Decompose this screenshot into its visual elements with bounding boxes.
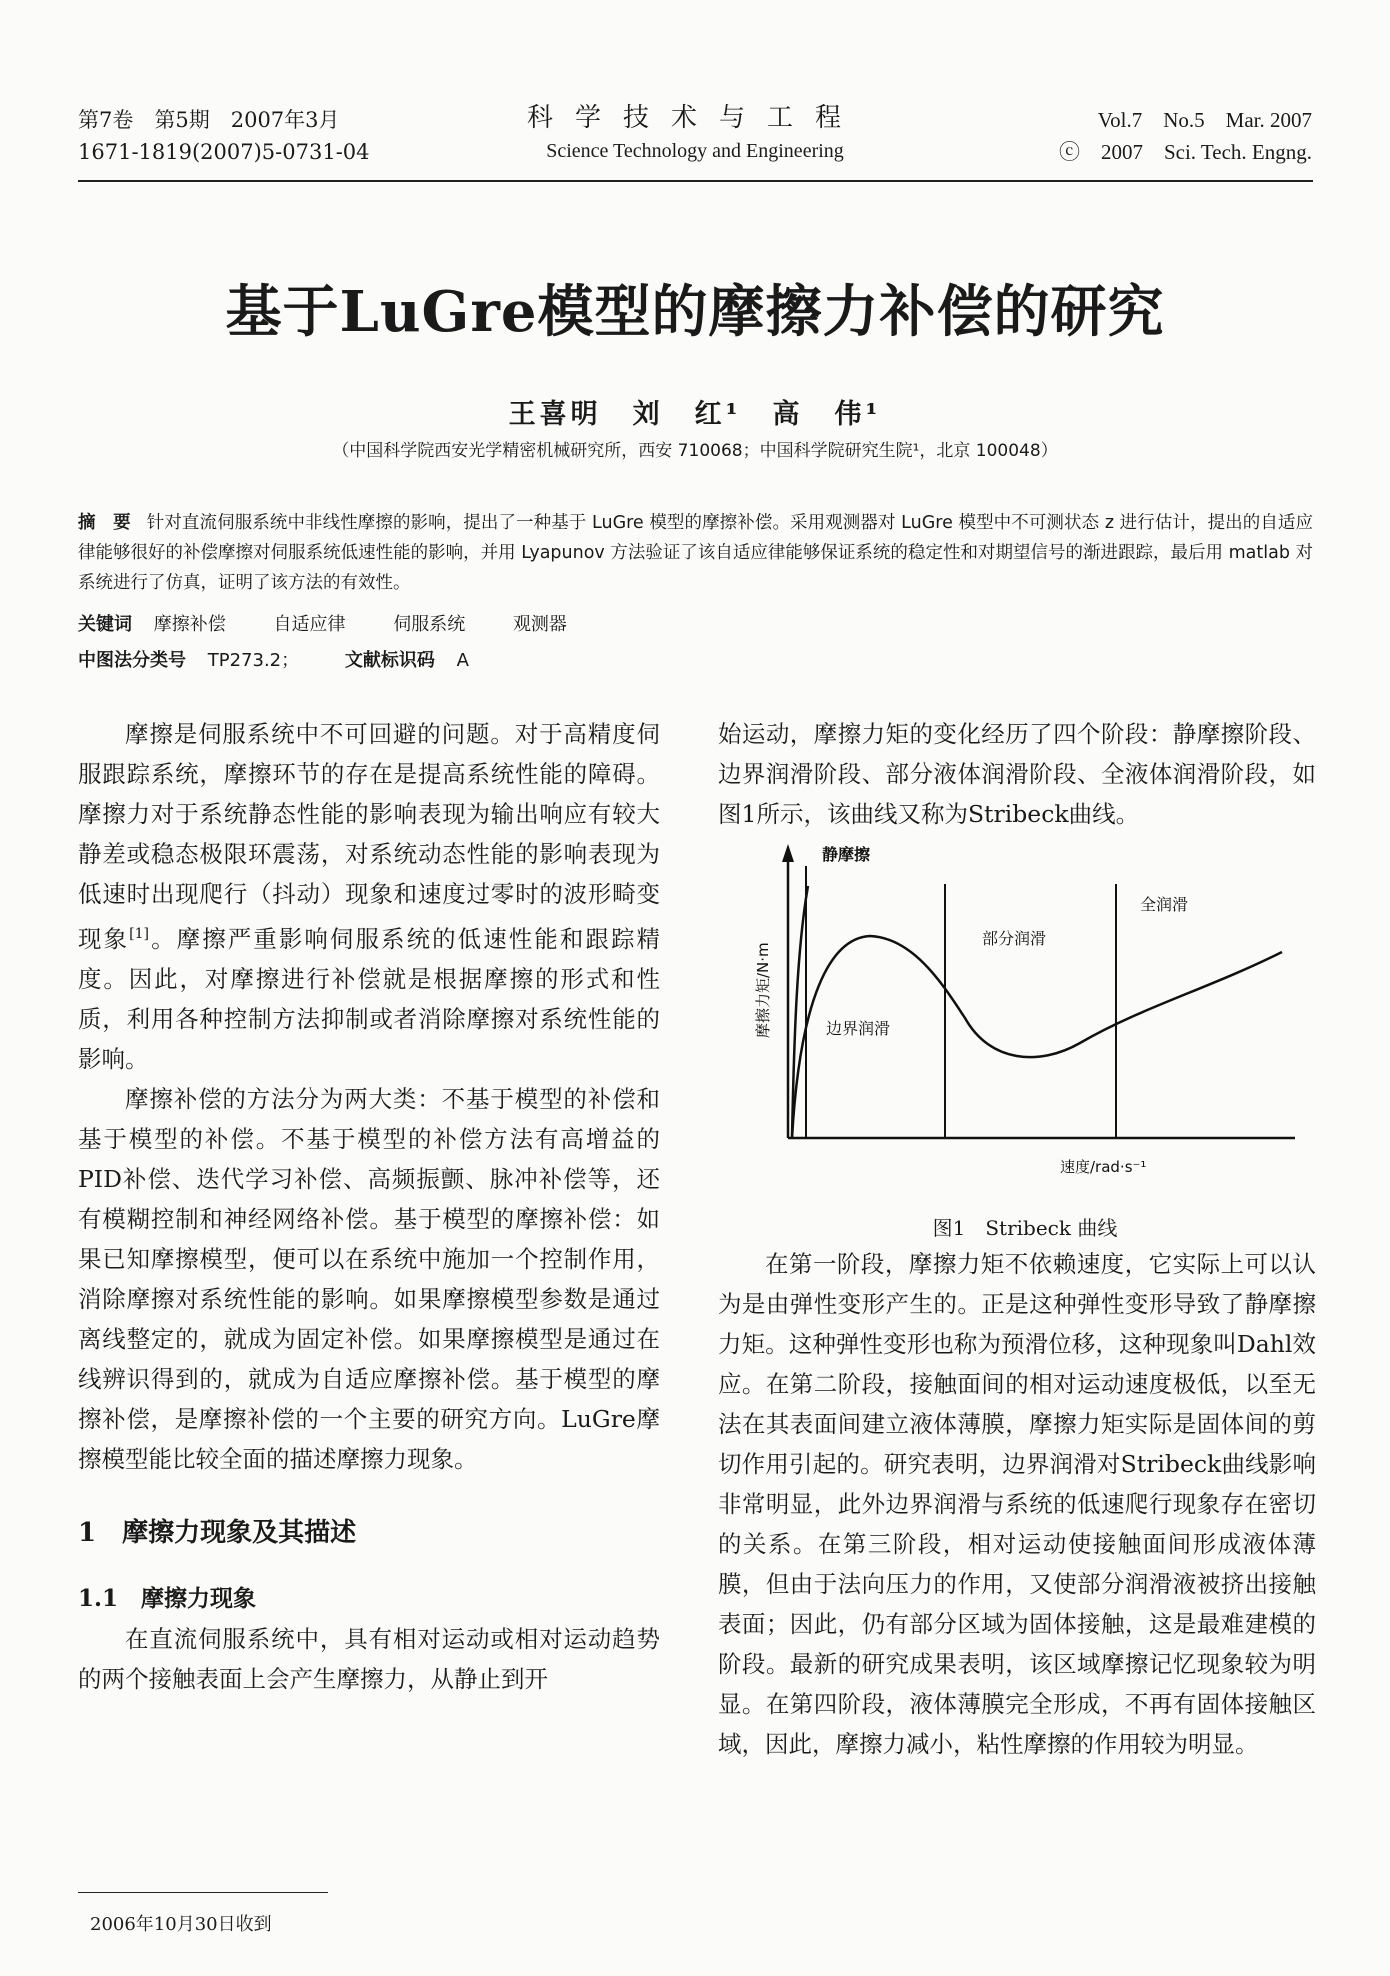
affiliation: （中国科学院西安光学精密机械研究所，西安 710068；中国科学院研究生院¹，北京 100048） <box>332 441 1058 461</box>
paper-title: 基于LuGre模型的摩擦力补偿的研究 <box>225 279 1165 345</box>
x-axis-label: 速度/rad·s⁻¹ <box>1060 1158 1147 1176</box>
classification-label: 中图法分类号 <box>78 650 186 671</box>
region-label: 全润滑 <box>1140 895 1189 914</box>
keyword-item: 摩擦补偿 <box>153 614 226 635</box>
received-date: 2006年10月30日收到 <box>90 1914 272 1935</box>
region-label: 静摩擦 <box>822 845 871 864</box>
stribeck-chart <box>740 838 1310 1198</box>
keywords-label: 关键词 <box>78 614 132 635</box>
abstract-text: 针对直流伺服系统中非线性摩擦的影响，提出了一种基于 LuGre 模型的摩擦补偿。采用观测器对 LuGre 模型中不可测状态 z 进行估计，提出的自适应律能够很好的补偿摩擦对伺服系统低速性能的影响，并用 Lyapunov 方法验证了该自适应律能够保证系统的稳定性和对期望信号的渐进跟踪，最后用 matlab 对系统进行了仿真，证明了该方法的有效性。 <box>78 513 1314 593</box>
keyword-item: 伺服系统 <box>393 614 466 635</box>
paragraph: 摩擦是伺服系统中不可回避的问题。对于高精度伺服跟踪系统，摩擦环节的存在是提高系统性能的障碍。摩擦力对于系统静态性能的影响表现为输出响应有较大静差或稳态极限环震荡，对系统动态性能的影响表现为低速时出现爬行（抖动）现象和速度过零时的波形畸变现象[1]。摩擦严重影响伺服系统的低速性能和跟踪精度。因此，对摩擦进行补偿就是根据摩擦的形式和性质，利用各种控制方法抑制或者消除摩擦对系统性能的影响。 <box>78 720 660 1073</box>
journal-name-cn: 科学技术与工程 <box>526 103 863 133</box>
figure-caption: 图1 Stribeck 曲线 <box>932 1216 1118 1240</box>
volume-issue-en: Vol.7 No.5 Mar. 2007 <box>1097 108 1312 132</box>
copyright-line: ⓒ 2007 Sci. Tech. Engng. <box>1058 140 1312 164</box>
left-column <box>78 714 660 1699</box>
header-right <box>1059 104 1312 168</box>
right-column-lower <box>718 1244 1316 1764</box>
paragraph: 在第一阶段，摩擦力矩不依赖速度，它实际上可以认为是由弹性变形产生的。正是这种弹性变形导致了静摩擦力矩。这种弹性变形也称为预滑位移，这种现象叫Dahl效应。在第二阶段，接触面间的相对运动速度极低，以至无法在其表面间建立液体薄膜，摩擦力矩实际是固体间的剪切作用引起的。研究表明，边界润滑对Stribeck曲线影响非常明显，此外边界润滑与系统的低速爬行现象存在密切的关系。在第三阶段，相对运动使接触面间形成液体薄膜，但由于法向压力的作用，又使部分润滑液被挤出接触表面；因此，仍有部分区域为固体接触，这是最难建模的阶段。最新的研究成果表明，该区域摩擦记忆现象较为明显。在第四阶段，液体薄膜完全形成，不再有固体接触区域，因此，摩擦力减小，粘性摩擦的作用较为明显。 <box>718 1250 1316 1758</box>
section-heading: 1 摩擦力现象及其描述 <box>78 1517 357 1548</box>
classification-value: TP273.2； <box>207 650 300 671</box>
keyword-item: 自适应律 <box>273 614 346 635</box>
paragraph: 始运动，摩擦力矩的变化经历了四个阶段：静摩擦阶段、边界润滑阶段、部分液体润滑阶段、全液体润滑阶段，如图1所示，该曲线又称为Stribeck曲线。 <box>718 720 1316 828</box>
citation-ref: [1] <box>129 926 150 942</box>
region-label: 边界润滑 <box>826 1019 891 1038</box>
footnote-rule <box>78 1892 328 1893</box>
y-axis-label: 摩擦力矩/N·m <box>754 942 772 1038</box>
paragraph: 在直流伺服系统中，具有相对运动或相对运动趋势的两个接触表面上会产生摩擦力，从静止到开 <box>78 1624 660 1693</box>
keyword-item: 观测器 <box>512 614 567 635</box>
doc-code-label: 文献标识码 <box>344 650 435 671</box>
y-axis-arrow <box>782 844 794 862</box>
header-rule <box>78 180 1313 182</box>
volume-issue-date: 第7卷 第5期 2007年3月 <box>78 108 340 132</box>
journal-name-en: Science Technology and Engineering <box>546 140 844 162</box>
header-center <box>470 100 920 166</box>
abstract-label: 摘 要 <box>78 513 131 533</box>
right-column <box>718 714 1316 834</box>
subsection-heading: 1.1 摩擦力现象 <box>78 1584 257 1612</box>
header-left <box>78 104 370 168</box>
doc-code-value: A <box>456 650 469 671</box>
stribeck-figure <box>740 838 1310 1202</box>
keywords <box>78 610 609 636</box>
abstract <box>78 508 1313 598</box>
authors: 王喜明 刘 红¹ 高 伟¹ <box>508 399 882 430</box>
classification <box>78 646 469 672</box>
paragraph: 摩擦补偿的方法分为两大类：不基于模型的补偿和基于模型的补偿。不基于模型的补偿方法有高增益的PID补偿、迭代学习补偿、高频振颤、脉冲补偿等，还有模糊控制和神经网络补偿。基于模型的摩擦补偿：如果已知摩擦模型，便可以在系统中施加一个控制作用，消除摩擦对系统性能的影响。如果摩擦模型参数是通过离线整定的，就成为固定补偿。如果摩擦模型是通过在线辨识得到的，就成为自适应摩擦补偿。基于模型的摩擦补偿，是摩擦补偿的一个主要的研究方向。LuGre摩擦模型能比较全面的描述摩擦力现象。 <box>78 1084 660 1473</box>
region-label: 部分润滑 <box>982 929 1047 948</box>
issn-code: 1671-1819(2007)5-0731-04 <box>78 140 370 164</box>
